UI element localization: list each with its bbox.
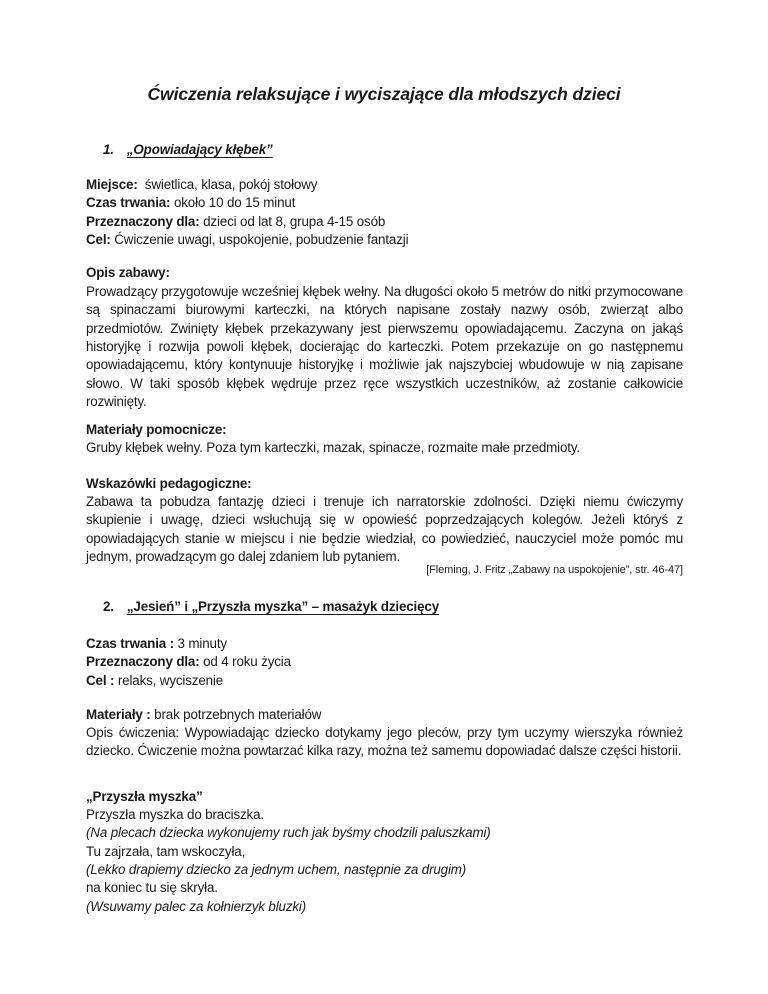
materialy-heading: Materiały pomocnicze:	[86, 422, 227, 437]
meta-value: dzieci od lat 8, grupa 4-15 osób	[199, 213, 386, 229]
meta-label: Przeznaczony dla:	[86, 213, 200, 229]
meta-label: Przeznaczony dla:	[86, 654, 200, 670]
opis-cwiczenia-paragraph: Opis ćwiczenia: Wypowiadając dziecko dotykamy jego pleców, przy tym uczymy wierszyka również dziecko. Ćwiczenie można powtarzać kilka razy, można też samemu dopowiadać dalsze części historii.	[86, 725, 683, 759]
meta-label: Czas trwania :	[86, 636, 174, 651]
meta-value: 3 minuty	[173, 636, 227, 651]
section1-number: 1.	[103, 142, 114, 157]
materialy-text: Gruby kłębek wełny. Poza tym karteczki, mazak, spinacze, rozmaite małe przedmioty.	[86, 440, 580, 455]
wskazowki-paragraph: Zabawa ta pobudza fantazję dzieci i trenuje ich narratorskie zdolności. Dzięki niemu ćwiczymy skupienie i uwagę, dzieci wsłuchują się w opowieść poprzedzających kolegów. Jeżeli któryś z opowiadających stanie w miejscu i nie będzie wiedział, co powiedzieć, nauczyciel może pomóc mu jednym, prowadzącym go dalej zdaniem lub pytaniem.	[86, 494, 683, 565]
meta-label: Cel :	[86, 672, 115, 688]
page-title: Ćwiczenia relaksujące i wyciszające dla młodszych dzieci	[147, 84, 621, 104]
section2-heading-label: „Jesień” i „Przyszła myszka” – masażyk dziecięcy	[126, 599, 440, 614]
meta-value: około 10 do 15 minut	[170, 195, 296, 211]
meta-value: od 4 roku życia	[199, 654, 291, 670]
rhyme-line-instruction: (Wsuwamy palec za kołnierzyk bluzki)	[86, 898, 307, 914]
meta-line-przeznaczony2	[86, 653, 683, 671]
section1-heading	[103, 141, 273, 159]
meta-value: relaks, wyciszenie	[114, 672, 224, 688]
meta-value: świetlica, klasa, pokój stołowy	[137, 177, 318, 192]
rhyme-line-instruction: (Na plecach dziecka wykonujemy ruch jak byśmy chodzili paluszkami)	[86, 825, 491, 841]
rhyme-line-instruction: (Lekko drapiemy dziecko za jednym uchem, następnie za drugim)	[86, 862, 467, 878]
citation: [Fleming, J. Fritz „Zabawy na uspokojenie”, str. 46-47]	[426, 564, 683, 576]
section2-number: 2.	[103, 599, 114, 614]
opis-zabawy-paragraph: Prowadzący przygotowuje wcześniej kłębek wełny. Na długości około 5 metrów do nitki przymocowane są spinaczami biurowymi karteczki, na których napisane zostały nazwy osób, zwierząt albo przedmiotów. Zwinięty kłębek przekazywany jest pierwszemu opowiadającemu. Zaczyna on jakąś historyjkę i rozwija powoli kłębek, docierając do karteczki. Potem przekazuje on go następnemu opowiadającemu, który kontynuuje historyjkę i możliwie jak najszybciej wbudowuje w nią zapisane słowo. W taki sposób kłębek wędruje przez ręce wszystkich uczestników, aż zostanie całkowicie rozwinięty.	[86, 284, 683, 410]
meta-line-czas	[86, 194, 683, 212]
section2-heading	[103, 598, 439, 616]
rhyme-line: na koniec tu się skryła.	[86, 880, 218, 896]
meta-line-czas2	[86, 635, 683, 653]
meta-line-przeznaczony	[86, 213, 683, 231]
section2-meta	[86, 635, 683, 690]
meta-label: Czas trwania:	[86, 195, 171, 211]
meta-line-cel	[86, 231, 683, 249]
rhyme-line: Tu zajrzała, tam wskoczyła,	[86, 843, 246, 859]
wskazowki-heading: Wskazówki pedagogiczne:	[86, 476, 252, 491]
meta-label: Cel:	[86, 232, 111, 248]
meta-line-miejsce	[86, 176, 683, 194]
meta-value: brak potrzebnych materiałów	[150, 707, 322, 722]
rhyme-lines	[86, 806, 683, 916]
meta-label: Materiały :	[86, 707, 151, 722]
section1-heading-label: „Opowiadający kłębek”	[126, 142, 273, 157]
meta-value: Ćwiczenie uwagi, uspokojenie, pobudzenie fantazji	[110, 232, 409, 248]
meta-line-cel2	[86, 672, 683, 690]
rhyme-line: Przyszła myszka do braciszka.	[86, 807, 264, 822]
section1-meta	[86, 176, 683, 249]
meta-label: Miejsce:	[86, 177, 138, 192]
materialy2-line	[86, 706, 683, 724]
opis-zabawy-heading: Opis zabawy:	[86, 265, 170, 280]
rhyme-title: „Przyszła myszka”	[86, 789, 203, 804]
